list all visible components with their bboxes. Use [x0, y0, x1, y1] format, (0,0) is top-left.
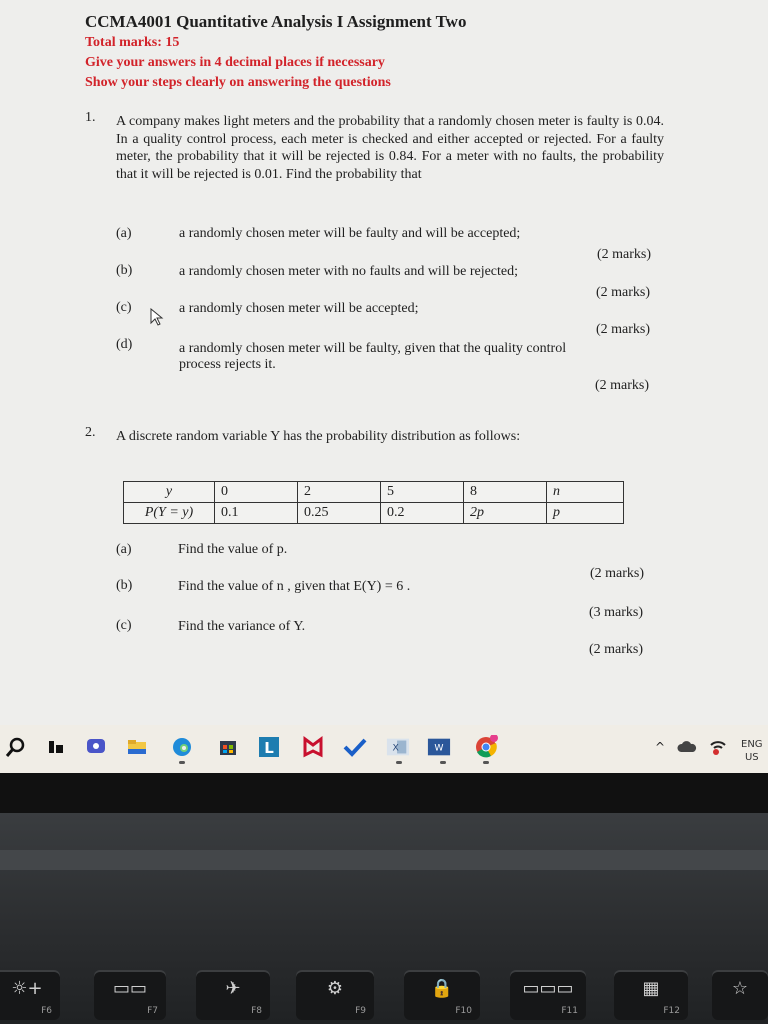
table-cell: 2	[298, 482, 381, 503]
key-label: F11	[561, 1006, 578, 1016]
q1-part-b-label: (b)	[116, 263, 133, 278]
calculator-icon: ▦	[642, 978, 660, 999]
checkmark-icon[interactable]	[343, 735, 367, 759]
task-view-icon[interactable]	[44, 735, 68, 759]
q1-part-d-text-cont: process rejects it.	[179, 357, 276, 372]
multitask-icon: ▭▭▭	[522, 978, 574, 999]
laptop-bezel	[0, 773, 768, 813]
mouse-cursor-icon	[150, 308, 164, 331]
function-key-f8[interactable]	[196, 972, 270, 1020]
excel-icon[interactable]	[386, 735, 410, 759]
running-indicator	[396, 761, 402, 764]
running-indicator	[179, 761, 185, 764]
cloud-icon[interactable]	[675, 735, 699, 759]
language-indicator[interactable]	[741, 738, 763, 764]
keyboard-hinge	[0, 850, 768, 870]
table-cell: 2p	[464, 503, 547, 524]
q1-part-c-label: (c)	[116, 300, 132, 315]
display-switch-icon: ▭▭	[112, 978, 147, 999]
taskbar	[0, 725, 768, 773]
key-label: F9	[355, 1006, 366, 1016]
table-cell: y	[124, 482, 215, 503]
svg-text:X: X	[392, 742, 399, 754]
search-icon[interactable]	[4, 735, 28, 759]
total-marks: Total marks: 15	[85, 35, 180, 50]
q2-part-a-marks: (2 marks)	[590, 566, 645, 581]
airplane-mode-icon: ✈	[225, 978, 241, 999]
table-cell: 0.25	[298, 503, 381, 524]
function-key-f10[interactable]	[404, 972, 480, 1020]
function-key-f11[interactable]	[510, 972, 586, 1020]
q1-part-a-text: a randomly chosen meter will be faulty and will be accepted;	[179, 226, 521, 241]
q2-part-b-text: Find the value of n , given that E(Y) = 6 .	[178, 579, 411, 594]
table-cell: 0.1	[215, 503, 298, 524]
q1-part-b-marks: (2 marks)	[596, 285, 651, 300]
function-key-f12[interactable]	[614, 972, 688, 1020]
chrome-icon[interactable]	[474, 735, 498, 759]
instruction-decimal: Give your answers in 4 decimal places if necessary	[85, 55, 385, 70]
instruction-steps: Show your steps clearly on answering the questions	[85, 75, 391, 90]
q1-part-c-text: a randomly chosen meter will be accepted;	[179, 301, 419, 316]
q1-part-a-marks: (2 marks)	[597, 247, 652, 262]
region-code: US	[744, 752, 759, 763]
store-icon[interactable]	[216, 735, 240, 759]
file-explorer-icon[interactable]	[125, 735, 149, 759]
question-2-number: 2.	[85, 425, 96, 440]
key-label: F10	[455, 1006, 472, 1016]
table-cell: 5	[381, 482, 464, 503]
running-indicator	[440, 761, 446, 764]
q2-part-a-text: Find the value of p.	[178, 542, 288, 557]
q1-part-d-marks: (2 marks)	[595, 378, 650, 393]
q1-part-d-text: a randomly chosen meter will be faulty, given that the quality control	[179, 341, 567, 356]
question-1-text: A company makes light meters and the probability that a randomly chosen meter is faulty is 0.04. In a quality control process, each meter is checked and either accepted or rejected. For a faulty meter, the probability that it will be rejected is 0.84. For a meter with no faults, the probability that it will be rejected is 0.01. Find the probability that	[116, 114, 664, 182]
function-key-f7[interactable]	[94, 972, 166, 1020]
q1-part-d-label: (d)	[116, 337, 133, 352]
chat-icon[interactable]	[84, 735, 108, 759]
edge-icon[interactable]	[170, 735, 194, 759]
q2-part-b-marks: (3 marks)	[589, 605, 644, 620]
key-label: F12	[663, 1006, 680, 1016]
chevron-up-icon[interactable]: ^	[654, 740, 666, 754]
question-2-text: A discrete random variable Y has the probability distribution as follows:	[116, 429, 521, 444]
q1-part-b-text: a randomly chosen meter with no faults and will be rejected;	[179, 264, 519, 279]
language-code: ENG	[741, 739, 763, 750]
q1-part-c-marks: (2 marks)	[596, 322, 651, 337]
table-row	[124, 503, 624, 524]
lock-icon: 🔒	[430, 978, 454, 999]
q2-part-c-label: (c)	[116, 618, 132, 633]
question-1-number: 1.	[85, 110, 96, 125]
function-key-f6[interactable]	[0, 972, 60, 1020]
key-label: F7	[147, 1006, 158, 1016]
key-label: F8	[251, 1006, 262, 1016]
table-cell: 0	[215, 482, 298, 503]
star-icon: ☆	[731, 978, 749, 999]
probability-table	[123, 481, 624, 524]
table-cell: 8	[464, 482, 547, 503]
l-app-icon[interactable]	[257, 735, 281, 759]
settings-gear-icon: ⚙	[326, 978, 344, 999]
q2-part-c-marks: (2 marks)	[589, 642, 644, 657]
key-label: F6	[41, 1006, 52, 1016]
brightness-up-icon: ☼+	[11, 978, 43, 999]
network-icon[interactable]	[706, 735, 730, 759]
antivirus-icon[interactable]	[301, 735, 325, 759]
word-icon[interactable]	[427, 735, 451, 759]
svg-text:W: W	[434, 742, 444, 754]
favorite-key[interactable]	[712, 972, 768, 1020]
running-indicator	[483, 761, 489, 764]
function-key-f9[interactable]	[296, 972, 374, 1020]
table-cell: n	[547, 482, 624, 503]
document-title: CCMA4001 Quantitative Analysis I Assignment Two	[85, 12, 467, 31]
table-cell: P(Y = y)	[124, 503, 215, 524]
q2-part-b-label: (b)	[116, 578, 133, 593]
q2-part-c-text: Find the variance of Y.	[178, 619, 306, 634]
table-row	[124, 482, 624, 503]
q2-part-a-label: (a)	[116, 542, 132, 557]
svg-text:L: L	[264, 739, 274, 757]
q1-part-a-label: (a)	[116, 226, 132, 241]
table-cell: 0.2	[381, 503, 464, 524]
table-cell: p	[547, 503, 624, 524]
